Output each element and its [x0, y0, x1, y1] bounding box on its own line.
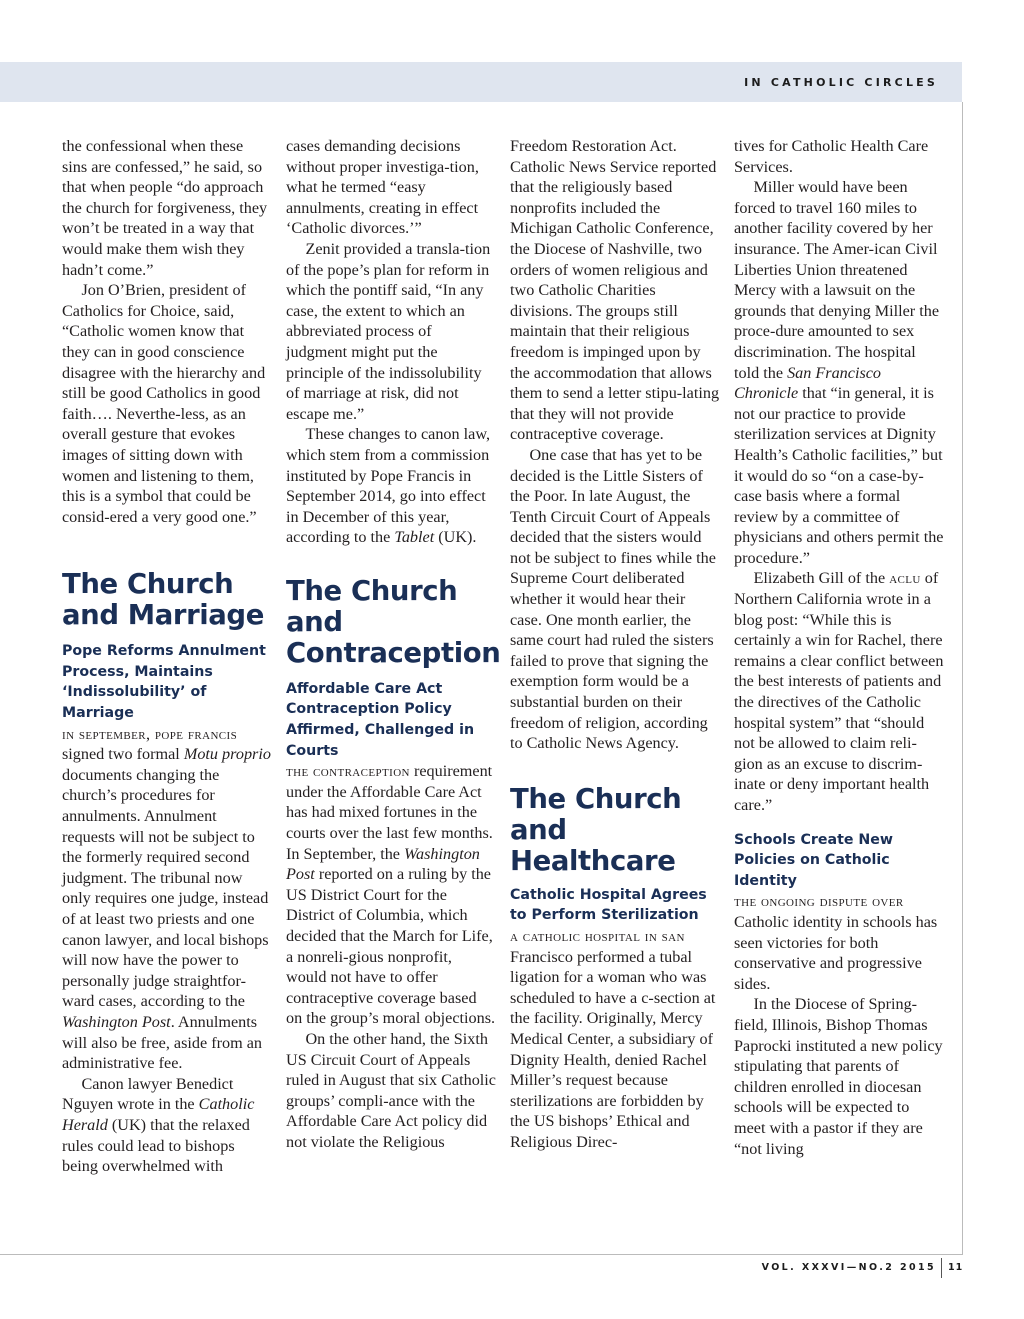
section-title: IN CATHOLIC CIRCLES [744, 76, 938, 89]
paragraph: Freedom Restoration Act. Catholic News Service reported that the religiously based nonprofits included the Michigan Catholic Conference, the Diocese of Nashville, two orders of women religious and two Catholic Charities divisions. The groups still maintain that their religious freedom is impinged upon by the accommodation that allows them to send a letter stipu-lating that they will not provide contraceptive coverage. [510, 137, 720, 444]
column-1 [62, 136, 272, 1177]
paragraph: Jon O’Brien, president of Catholics for Choice, said, “Catholic women know that they can in good conscience disagree with the hierarchy and still be good Catholics in good faith…. Neverthe-less, as an overall gesture that evokes images of sitting down with women and listening to them, this is a symbol that could be consid-ered a very good one.” [62, 281, 266, 526]
lead-in: in september, pope francis [62, 724, 238, 743]
lead-in: the contraception [286, 762, 410, 781]
paragraph: Zenit provided a transla-tion of the pope’s plan for reform in which the pontiff said, “In any case, the extent to which an abbreviated process of judgment might put the principle of the indissolubility of marriage at risk, did not escape me.” [286, 239, 491, 423]
frame-bottom-rule [0, 1254, 963, 1255]
section-header-band [0, 62, 962, 102]
footer-divider [941, 1258, 942, 1278]
paragraph: a catholic hospital in san Francisco performed a tubal ligation for a woman who was scheduled to have a c-section at the facility. Originally, Mercy Medical Center, a subsidiary of Dignity Health, denied Rachel Miller’s request because sterilizations are forbidden by the US bishops’ Ethical and Religious Direc- [510, 927, 716, 1151]
paragraph: Elizabeth Gill of the aclu of Northern California wrote in a blog post: “While this is certainly a win for Rachel, there remains a clear conflict between the best interests of patients and the directives of the Catholic hospital system” that “should not be allowed to claim reli-gion as an excuse to discrim-inate or deny important health care.” [734, 569, 944, 814]
paragraph: These changes to canon law, which stem from a commission instituted by Pope Francis in September 2014, go into effect in December of this year, according to the Tablet (UK). [286, 425, 491, 547]
paragraph: tives for Catholic Health Care Services. [734, 137, 929, 176]
article-subheading: Pope Reforms Annulment Process, Maintains ‘Indissolubility’ of Marriage [62, 643, 266, 722]
paragraph: the ongoing dispute over Catholic identity in schools has seen victories for both conservative and progressive sides. [734, 892, 938, 993]
lead-in: a catholic hospital in san [510, 927, 685, 945]
article-subheading: Catholic Hospital Agrees to Perform Sterilization [510, 886, 707, 924]
paragraph: the confessional when these sins are confessed,” he said, so that when people “do approach the church for forgiveness, they won’t be treated in a way that would make them wish they hadn’t come.” [62, 137, 268, 279]
paragraph: One case that has yet to be decided is the Little Sisters of the Poor. In late August, the Tenth Circuit Court of Appeals decided that the sisters would not be subject to fines while the Supreme Court deliberated whether it would hear their case. One month earlier, the same court had ruled the sisters failed to prove that signing the exemption form would be a substantial burden on their freedom of religion, according to Catholic News Agency. [510, 445, 716, 753]
section-heading-marriage: The Church and Marriage [62, 568, 264, 632]
paragraph: In the Diocese of Spring-field, Illinois, Bishop Thomas Paprocki instituted a new policy stipulating that parents of children enrolled in diocesan schools will be expected to meet with a pastor if they are “not living [734, 995, 943, 1158]
paragraph: Miller would have been forced to travel 160 miles to another facility covered by her insurance. The Amer-ican Civil Liberties Union threatened Mercy with a lawsuit on the grounds that denying Miller the proce-dure amounted to sex discrimination. The hospital told the San Francisco Chronicle that “in general, it is not our practice to provide sterilization services at Dignity Health’s Catholic facilities,” but it would do so “on a case-by-case basis where a formal review by a committee of physicians and others permit the procedure.” [734, 178, 944, 567]
column-4 [734, 136, 944, 1159]
paragraph: cases demanding decisions without proper investiga-tion, what he termed “easy annulments, creating in effect ‘Catholic divorces.’” [286, 137, 479, 238]
issue-info: VOL. XXXVI—NO.2 2015 [761, 1262, 936, 1273]
section-heading-healthcare: The Church and Healthcare [510, 782, 682, 877]
paragraph: in september, pope francis signed two formal Motu proprio documents changing the church’s procedures for annulments. Annulment requests will not be subject to the formerly required second judgment. The tribunal now only requires one judge, instead of at least two priests and one canon lawyer, and local bishops will now have the power to personally judge straightfor-ward cases, according to the Washington Post. Annulments will also be free, aside from an administrative fee. [62, 724, 271, 1073]
paragraph: the contraception requirement under the Affordable Care Act has had mixed fortunes in the courts over the last few months. In September, the Washington Post reported on a ruling by the US District Court for the District of Columbia, which decided that the March for Life, a nonreli-gious nonprofit, would not have to offer contraceptive coverage based on the group’s moral objections. [286, 762, 496, 1028]
column-3 [510, 136, 720, 1153]
paragraph: On the other hand, the Sixth US Circuit Court of Appeals ruled in August that six Catholic groups’ compli-ance with the Affordable Care Act policy did not violate the Religious [286, 1029, 496, 1151]
column-2 [286, 136, 501, 1153]
lead-in: the ongoing dispute over [734, 892, 904, 911]
frame-right-rule [962, 102, 963, 1255]
page-number: 11 [948, 1262, 964, 1273]
paragraph: Canon lawyer Benedict Nguyen wrote in the Catholic Herald (UK) that the relaxed rules could lead to bishops being overwhelmed with [62, 1074, 255, 1176]
section-heading-contraception: The Church and Contraception [286, 574, 501, 669]
article-subheading: Schools Create New Policies on Catholic Identity [734, 831, 894, 889]
article-subheading: Affordable Care Act Contraception Policy Affirmed, Challenged in Courts [286, 680, 475, 759]
